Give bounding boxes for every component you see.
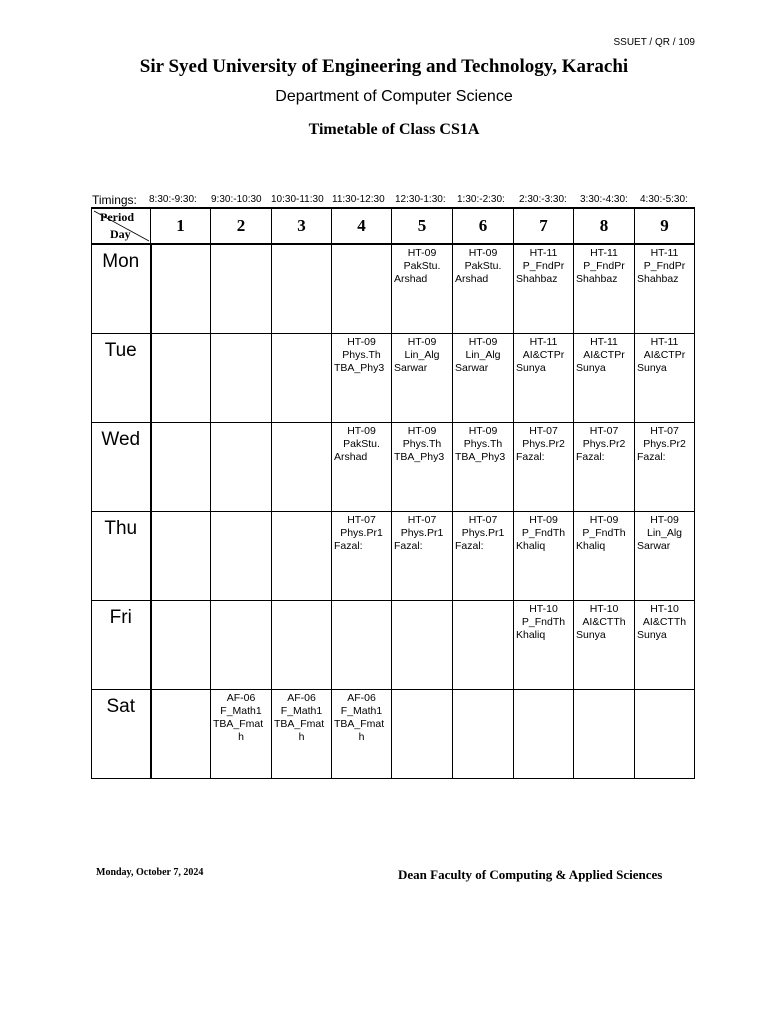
day-row-wed (92, 423, 695, 512)
room-code: HT-09 (589, 514, 619, 526)
timing-slot-1: 8:30:-9:30: (149, 194, 197, 205)
room-code: HT-07 (650, 425, 679, 437)
class-entry (152, 512, 211, 514)
timetable-cell (574, 423, 635, 512)
department-name: Department of Computer Science (275, 88, 513, 105)
class-entry (574, 601, 634, 642)
timetable-grid (91, 207, 695, 779)
room-code: HT-11 (650, 336, 679, 348)
course-code: Phys.Th (402, 438, 442, 450)
day-label: Wed (92, 423, 151, 512)
day-row-thu (92, 512, 695, 601)
timetable-cell (272, 423, 332, 512)
instructor-name-cont: h (358, 731, 365, 743)
timetable-cell (211, 601, 272, 690)
timetable-cell (211, 690, 272, 779)
class-entry (211, 423, 271, 425)
class-entry (453, 245, 513, 286)
course-code: PakStu. (464, 260, 502, 272)
room-code: HT-09 (347, 336, 376, 348)
course-code: Phys.Pr1 (400, 527, 444, 539)
footer-date: Monday, October 7, 2024 (96, 867, 204, 878)
class-entry (272, 601, 331, 603)
class-entry (574, 423, 634, 464)
course-code: P_FndTh (521, 616, 566, 628)
class-entry (453, 334, 513, 375)
instructor-name-cont: h (238, 731, 244, 743)
class-entry (514, 512, 573, 553)
timetable-cell (151, 601, 211, 690)
course-code: F_Math1 (340, 705, 383, 717)
timetable-cell (392, 334, 453, 423)
timetable-cell (332, 512, 392, 601)
class-entry (272, 334, 331, 336)
instructor-name: Fazal: (394, 540, 423, 552)
day-label: Thu (92, 512, 151, 601)
class-entry (211, 512, 271, 514)
course-code: P_FndPr (643, 260, 686, 272)
class-entry (635, 423, 694, 464)
class-entry (392, 690, 452, 692)
room-code: HT-07 (347, 514, 376, 526)
timetable-cell (514, 244, 574, 334)
class-entry (392, 423, 452, 464)
period-number-4: 4 (332, 208, 392, 244)
timetable-cell (635, 690, 695, 779)
timetable-cell (453, 690, 514, 779)
course-code: P_FndPr (583, 260, 625, 272)
class-entry (453, 423, 513, 464)
university-name: Sir Syed University of Engineering and Technology, Karachi (139, 56, 629, 77)
instructor-name: Khaliq (576, 540, 606, 552)
class-entry (514, 423, 573, 464)
timetable-cell (332, 423, 392, 512)
course-code: F_Math1 (220, 705, 262, 717)
class-entry (211, 245, 271, 247)
class-entry (392, 601, 452, 603)
room-code: HT-10 (529, 603, 558, 615)
room-code: HT-11 (529, 336, 558, 348)
class-entry (272, 512, 331, 514)
timetable-cell (272, 601, 332, 690)
room-code: HT-09 (650, 514, 679, 526)
class-entry (152, 601, 211, 603)
timings-row (92, 192, 694, 208)
instructor-name: Fazal: (455, 540, 484, 552)
period-number-9: 9 (635, 208, 695, 244)
class-entry (152, 334, 211, 336)
timetable-cell (332, 244, 392, 334)
course-code: PakStu. (343, 438, 380, 450)
corner-day-label: Day (110, 227, 131, 241)
class-entry (635, 690, 694, 692)
course-code: Lin_Alg (404, 349, 440, 361)
timetable-cell (211, 423, 272, 512)
class-entry (453, 601, 513, 603)
instructor-name: Fazal: (576, 451, 605, 463)
class-entry (635, 334, 694, 375)
timetable-cell (635, 512, 695, 601)
class-entry (332, 601, 391, 603)
timetable-cell (332, 601, 392, 690)
room-code: HT-09 (407, 247, 437, 259)
instructor-name: Sunya (516, 362, 546, 374)
timetable-cell (392, 423, 453, 512)
room-code: HT-07 (407, 514, 437, 526)
class-entry (514, 690, 573, 692)
class-entry (574, 512, 634, 553)
class-entry (514, 245, 573, 286)
instructor-name: Arshad (455, 273, 489, 285)
timetable-cell (151, 334, 211, 423)
course-code: AI&CTPr (522, 349, 565, 361)
day-row-sat (92, 690, 695, 779)
timing-slot-3: 10:30-11:30 (271, 194, 324, 205)
instructor-name: Fazal: (516, 451, 545, 463)
timings-label: Timings: (92, 193, 137, 207)
room-code: HT-09 (407, 336, 437, 348)
instructor-name: TBA_Phy3 (455, 451, 506, 463)
instructor-name: Arshad (394, 273, 428, 285)
timetable-cell (514, 690, 574, 779)
room-code: HT-09 (407, 425, 437, 437)
day-label: Tue (92, 334, 151, 423)
instructor-name: Fazal: (637, 451, 666, 463)
timetable-cell (514, 334, 574, 423)
timetable-cell (514, 601, 574, 690)
timetable-cell (453, 334, 514, 423)
class-entry (574, 245, 634, 286)
day-row-tue (92, 334, 695, 423)
footer-dean: Dean Faculty of Computing & Applied Sciences (398, 867, 663, 882)
corner-period-label: Period (100, 210, 134, 224)
room-code: HT-07 (468, 514, 498, 526)
timing-slot-4: 11:30-12:30 (332, 194, 385, 205)
class-entry (453, 690, 513, 692)
class-entry (211, 601, 271, 603)
class-entry (574, 334, 634, 375)
timetable-cell (635, 334, 695, 423)
period-number-8: 8 (574, 208, 635, 244)
course-code: P_FndPr (522, 260, 565, 272)
course-code: AI&CTPr (643, 349, 686, 361)
class-entry (152, 245, 211, 247)
instructor-name: Sunya (637, 629, 667, 641)
period-number-5: 5 (392, 208, 453, 244)
day-row-fri (92, 601, 695, 690)
instructor-name: Sunya (637, 362, 667, 374)
class-entry (392, 334, 452, 375)
room-code: HT-09 (468, 247, 498, 259)
course-code: Phys.Th (342, 349, 381, 361)
instructor-name: Fazal: (334, 540, 363, 552)
instructor-name: TBA_Fmat (334, 718, 385, 730)
instructor-name: Shahbaz (516, 273, 558, 285)
period-number-3: 3 (272, 208, 332, 244)
timetable-cell (453, 423, 514, 512)
timetable-cell (574, 334, 635, 423)
timetable-cell (574, 601, 635, 690)
timetable-cell (635, 423, 695, 512)
timing-slot-2: 9:30:-10:30 (211, 194, 262, 205)
room-code: HT-07 (589, 425, 619, 437)
timetable-cell (211, 244, 272, 334)
class-entry (272, 690, 331, 744)
instructor-name: Arshad (334, 451, 368, 463)
timetable-cell (574, 244, 635, 334)
class-entry (332, 512, 391, 553)
room-code: HT-09 (529, 514, 558, 526)
class-entry (635, 512, 694, 553)
course-code: P_FndTh (521, 527, 566, 539)
period-day-corner (92, 208, 151, 244)
period-header-row (92, 208, 695, 244)
room-code: HT-11 (529, 247, 558, 259)
timetable-cell (392, 601, 453, 690)
timetable-cell (151, 423, 211, 512)
instructor-name: Sunya (576, 629, 606, 641)
instructor-name: Sarwar (637, 540, 671, 552)
instructor-name: Khaliq (516, 629, 546, 641)
timetable-cell (332, 690, 392, 779)
timing-slot-7: 2:30:-3:30: (519, 194, 567, 205)
timing-slot-9: 4:30:-5:30: (640, 194, 688, 205)
class-entry (635, 245, 694, 286)
course-code: Lin_Alg (646, 527, 683, 539)
timetable-cell (332, 334, 392, 423)
class-entry (332, 690, 391, 744)
timetable-cell (151, 244, 211, 334)
course-code: F_Math1 (280, 705, 323, 717)
instructor-name: TBA_Fmat (213, 718, 264, 730)
timetable-cell (453, 244, 514, 334)
room-code: HT-11 (650, 247, 679, 259)
timetable-cell (392, 244, 453, 334)
period-number-7: 7 (514, 208, 574, 244)
timing-slot-5: 12:30-1:30: (395, 194, 446, 205)
class-entry (272, 423, 331, 425)
room-code: HT-09 (468, 425, 498, 437)
room-code: AF-06 (287, 692, 316, 704)
timetable-cell (211, 512, 272, 601)
class-entry (392, 245, 452, 286)
class-entry (152, 423, 211, 425)
class-entry (514, 601, 573, 642)
course-code: Phys.Pr1 (461, 527, 505, 539)
class-entry (453, 512, 513, 553)
course-code: Phys.Pr1 (340, 527, 383, 539)
instructor-name: Sarwar (455, 362, 489, 374)
room-code: AF-06 (347, 692, 376, 704)
room-code: AF-06 (226, 692, 256, 704)
instructor-name-cont: h (298, 731, 305, 743)
day-row-mon (92, 244, 695, 334)
class-entry (272, 245, 331, 247)
class-entry (514, 334, 573, 375)
instructor-name: Sarwar (394, 362, 428, 374)
course-code: AI&CTTh (642, 616, 687, 628)
instructor-name: Shahbaz (576, 273, 618, 285)
day-label: Sat (92, 690, 151, 779)
timetable-cell (151, 512, 211, 601)
instructor-name: Shahbaz (637, 273, 679, 285)
course-code: Phys.Pr2 (643, 438, 686, 450)
room-code: HT-07 (529, 425, 558, 437)
timetable-cell (453, 601, 514, 690)
course-code: P_FndTh (582, 527, 626, 539)
timetable-cell (211, 334, 272, 423)
timetable-cell (635, 601, 695, 690)
class-entry (332, 423, 391, 464)
class-entry (635, 601, 694, 642)
timetable-cell (514, 423, 574, 512)
course-code: PakStu. (403, 260, 441, 272)
day-label: Fri (92, 601, 151, 690)
course-code: Phys.Pr2 (582, 438, 626, 450)
timetable-cell (635, 244, 695, 334)
class-entry (332, 245, 391, 247)
timetable-cell (574, 690, 635, 779)
course-code: Phys.Pr2 (522, 438, 565, 450)
class-entry (332, 334, 391, 375)
timetable-title: Timetable of Class CS1A (308, 121, 480, 138)
timetable-cell (392, 690, 453, 779)
instructor-name: Sunya (576, 362, 606, 374)
timetable-cell (272, 334, 332, 423)
instructor-name: TBA_Fmat (274, 718, 325, 730)
timetable-cell (453, 512, 514, 601)
timetable-cell (514, 512, 574, 601)
room-code: HT-09 (347, 425, 376, 437)
timetable-cell (272, 512, 332, 601)
course-code: AI&CTTh (582, 616, 626, 628)
timetable-cell (392, 512, 453, 601)
room-code: HT-11 (590, 336, 618, 348)
room-code: HT-10 (650, 603, 679, 615)
class-entry (392, 512, 452, 553)
timing-slot-6: 1:30:-2:30: (457, 194, 505, 205)
timetable-cell (272, 244, 332, 334)
room-code: HT-11 (590, 247, 618, 259)
instructor-name: TBA_Phy3 (334, 362, 385, 374)
period-number-6: 6 (453, 208, 514, 244)
timetable-cell (272, 690, 332, 779)
class-entry (152, 690, 211, 692)
class-entry (574, 690, 634, 692)
course-code: Lin_Alg (465, 349, 501, 361)
course-code: AI&CTPr (583, 349, 625, 361)
timetable-cell (574, 512, 635, 601)
room-code: HT-10 (589, 603, 619, 615)
instructor-name: Khaliq (516, 540, 546, 552)
document-reference: SSUET / QR / 109 (613, 37, 695, 48)
class-entry (211, 334, 271, 336)
course-code: Phys.Th (463, 438, 503, 450)
timetable-cell (151, 690, 211, 779)
timing-slot-8: 3:30:-4:30: (580, 194, 628, 205)
period-number-2: 2 (211, 208, 272, 244)
day-label: Mon (92, 244, 151, 334)
room-code: HT-09 (468, 336, 498, 348)
class-entry (211, 690, 271, 744)
period-number-1: 1 (151, 208, 211, 244)
instructor-name: TBA_Phy3 (394, 451, 445, 463)
